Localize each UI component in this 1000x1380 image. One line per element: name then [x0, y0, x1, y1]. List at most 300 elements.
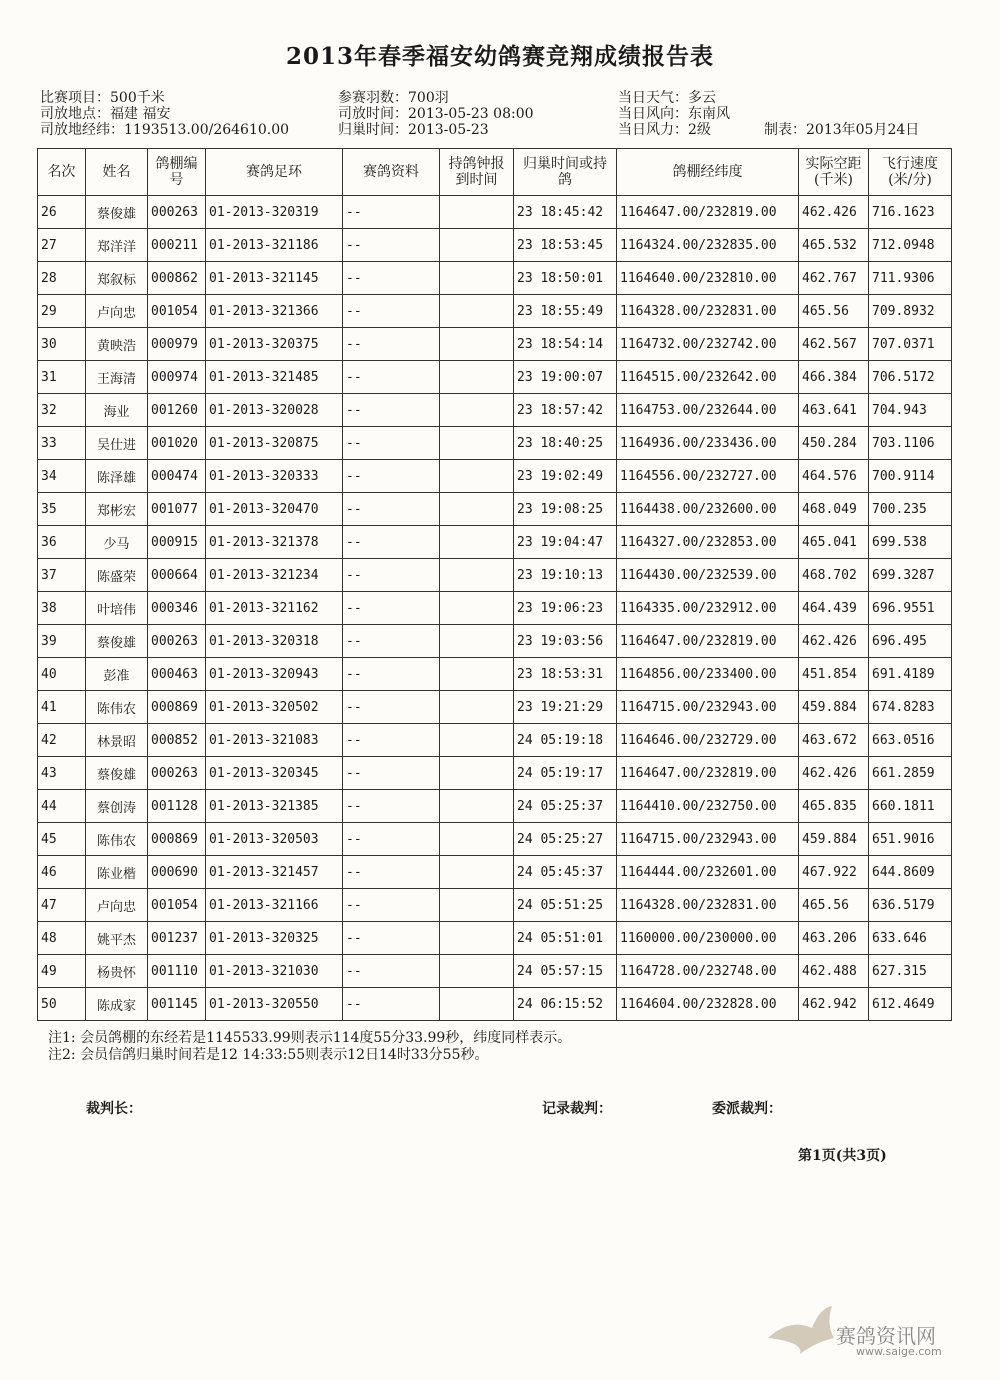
cell-speed: 707.0371	[869, 328, 952, 361]
cell-pigeon-info: --	[343, 295, 440, 328]
cell-clock-time	[440, 790, 514, 823]
cell-speed: 627.315	[869, 955, 952, 988]
info-return-time: 归巢时间：2013-05-23	[338, 122, 489, 138]
cell-loft-id: 001054	[148, 295, 206, 328]
cell-rank: 48	[38, 922, 86, 955]
info-weather: 当日天气：多云	[618, 90, 716, 106]
cell-return-time: 24 05:57:15	[514, 955, 617, 988]
header-name: 姓名	[86, 149, 148, 196]
table-row	[38, 790, 952, 823]
cell-return-time: 23 19:08:25	[514, 493, 617, 526]
cell-pigeon-info: --	[343, 328, 440, 361]
cell-loft-id: 000474	[148, 460, 206, 493]
cell-return-time: 24 06:15:52	[514, 988, 617, 1021]
cell-return-time: 23 19:00:07	[514, 361, 617, 394]
cell-name: 蔡俊雄	[86, 625, 148, 658]
cell-ring: 01-2013-320375	[206, 328, 343, 361]
cell-speed: 703.1106	[869, 427, 952, 460]
cell-ring: 01-2013-320318	[206, 625, 343, 658]
cell-loft-coords: 1164410.00/232750.00	[617, 790, 799, 823]
cell-speed: 612.4649	[869, 988, 952, 1021]
cell-loft-id: 001054	[148, 889, 206, 922]
table-row	[38, 262, 952, 295]
cell-speed: 691.4189	[869, 658, 952, 691]
cell-loft-id: 000915	[148, 526, 206, 559]
cell-clock-time	[440, 658, 514, 691]
cell-return-time: 23 18:54:14	[514, 328, 617, 361]
cell-distance: 463.206	[799, 922, 869, 955]
cell-name: 卢向忠	[86, 295, 148, 328]
sign-appointed-judge: 委派裁判：	[712, 1101, 782, 1117]
cell-ring: 01-2013-321378	[206, 526, 343, 559]
info-release-coords: 司放地经纬：1193513.00/264610.00	[40, 122, 290, 138]
cell-loft-coords: 1164556.00/232727.00	[617, 460, 799, 493]
cell-return-time: 24 05:19:18	[514, 724, 617, 757]
table-row	[38, 823, 952, 856]
table-row	[38, 724, 952, 757]
cell-speed: 663.0516	[869, 724, 952, 757]
cell-pigeon-info: --	[343, 361, 440, 394]
cell-loft-coords: 1164936.00/233436.00	[617, 427, 799, 460]
cell-clock-time	[440, 427, 514, 460]
table-row	[38, 889, 952, 922]
cell-pigeon-info: --	[343, 229, 440, 262]
cell-rank: 28	[38, 262, 86, 295]
info-made-date: 制表：2013年05月24日	[764, 122, 920, 138]
cell-clock-time	[440, 559, 514, 592]
table-row	[38, 493, 952, 526]
cell-loft-id: 000862	[148, 262, 206, 295]
table-row	[38, 988, 952, 1021]
cell-rank: 38	[38, 592, 86, 625]
cell-clock-time	[440, 823, 514, 856]
info-race-item: 比赛项目：500千米	[40, 90, 165, 106]
cell-loft-id: 000263	[148, 625, 206, 658]
cell-name: 陈业楷	[86, 856, 148, 889]
cell-loft-coords: 1164438.00/232600.00	[617, 493, 799, 526]
report-title: 2013年春季福安幼鸽赛竞翔成绩报告表	[285, 43, 714, 70]
header-loft-coords: 鸽棚经纬度	[617, 149, 799, 196]
cell-loft-coords: 1164856.00/233400.00	[617, 658, 799, 691]
table-row	[38, 229, 952, 262]
cell-loft-coords: 1164646.00/232729.00	[617, 724, 799, 757]
watermark-url: www.saige.com	[856, 1345, 942, 1358]
note-2: 注2: 会员信鸽归巢时间若是12 14:33:55则表示12日14时33分55秒。	[48, 1047, 489, 1063]
cell-ring: 01-2013-320325	[206, 922, 343, 955]
cell-pigeon-info: --	[343, 460, 440, 493]
cell-rank: 27	[38, 229, 86, 262]
cell-distance: 462.426	[799, 625, 869, 658]
info-release-place: 司放地点：福建 福安	[40, 106, 171, 122]
cell-loft-id: 000263	[148, 196, 206, 229]
cell-ring: 01-2013-321385	[206, 790, 343, 823]
cell-return-time: 24 05:19:17	[514, 757, 617, 790]
cell-loft-coords: 1164328.00/232831.00	[617, 295, 799, 328]
cell-name: 王海清	[86, 361, 148, 394]
cell-name: 陈泽雄	[86, 460, 148, 493]
table-row	[38, 658, 952, 691]
cell-loft-coords: 1164753.00/232644.00	[617, 394, 799, 427]
cell-ring: 01-2013-321366	[206, 295, 343, 328]
table-row	[38, 196, 952, 229]
cell-return-time: 23 18:53:45	[514, 229, 617, 262]
cell-rank: 39	[38, 625, 86, 658]
cell-return-time: 23 18:57:42	[514, 394, 617, 427]
cell-distance: 462.426	[799, 196, 869, 229]
cell-loft-id: 000869	[148, 823, 206, 856]
cell-distance: 459.884	[799, 691, 869, 724]
cell-return-time: 23 18:40:25	[514, 427, 617, 460]
cell-pigeon-info: --	[343, 691, 440, 724]
page-number: 第1页(共3页)	[798, 1148, 887, 1164]
note-1: 注1: 会员鸽棚的东经若是1145533.99则表示114度55分33.99秒，纬度同样表示。	[48, 1030, 572, 1046]
cell-speed: 651.9016	[869, 823, 952, 856]
cell-speed: 674.8283	[869, 691, 952, 724]
cell-loft-coords: 1164647.00/232819.00	[617, 196, 799, 229]
cell-return-time: 23 19:04:47	[514, 526, 617, 559]
info-release-time: 司放时间：2013-05-23 08:00	[338, 106, 534, 122]
cell-return-time: 24 05:51:25	[514, 889, 617, 922]
table-row	[38, 394, 952, 427]
header-loft-id: 鸽棚编号	[148, 149, 206, 196]
cell-speed: 660.1811	[869, 790, 952, 823]
cell-distance: 465.041	[799, 526, 869, 559]
cell-rank: 50	[38, 988, 86, 1021]
cell-speed: 699.3287	[869, 559, 952, 592]
cell-clock-time	[440, 229, 514, 262]
cell-loft-id: 001145	[148, 988, 206, 1021]
cell-distance: 451.854	[799, 658, 869, 691]
cell-pigeon-info: --	[343, 856, 440, 889]
table-row	[38, 427, 952, 460]
cell-loft-coords: 1164515.00/232642.00	[617, 361, 799, 394]
cell-name: 陈伟农	[86, 823, 148, 856]
cell-distance: 466.384	[799, 361, 869, 394]
cell-rank: 33	[38, 427, 86, 460]
cell-pigeon-info: --	[343, 592, 440, 625]
cell-return-time: 23 19:02:49	[514, 460, 617, 493]
cell-ring: 01-2013-320345	[206, 757, 343, 790]
table-row	[38, 328, 952, 361]
header-distance: 实际空距(千米)	[799, 149, 869, 196]
cell-loft-coords: 1164328.00/232831.00	[617, 889, 799, 922]
table-row	[38, 361, 952, 394]
sign-record-judge: 记录裁判：	[542, 1101, 612, 1117]
watermark-name: 赛鸽资讯网	[836, 1324, 936, 1348]
info-column-3	[618, 90, 730, 138]
cell-pigeon-info: --	[343, 757, 440, 790]
cell-loft-id: 000974	[148, 361, 206, 394]
cell-pigeon-info: --	[343, 559, 440, 592]
cell-ring: 01-2013-320875	[206, 427, 343, 460]
cell-clock-time	[440, 262, 514, 295]
cell-distance: 465.835	[799, 790, 869, 823]
cell-name: 杨贵怀	[86, 955, 148, 988]
cell-pigeon-info: --	[343, 493, 440, 526]
cell-pigeon-info: --	[343, 658, 440, 691]
cell-pigeon-info: --	[343, 262, 440, 295]
cell-clock-time	[440, 328, 514, 361]
cell-ring: 01-2013-320470	[206, 493, 343, 526]
cell-return-time: 24 05:45:37	[514, 856, 617, 889]
info-entries: 参赛羽数：700羽	[338, 90, 449, 106]
cell-clock-time	[440, 988, 514, 1021]
cell-distance: 468.702	[799, 559, 869, 592]
cell-loft-coords: 1164715.00/232943.00	[617, 691, 799, 724]
cell-ring: 01-2013-321162	[206, 592, 343, 625]
cell-pigeon-info: --	[343, 955, 440, 988]
cell-loft-id: 001077	[148, 493, 206, 526]
table-row	[38, 592, 952, 625]
cell-rank: 43	[38, 757, 86, 790]
cell-ring: 01-2013-321186	[206, 229, 343, 262]
cell-speed: 696.9551	[869, 592, 952, 625]
cell-return-time: 23 19:10:13	[514, 559, 617, 592]
cell-loft-id: 001128	[148, 790, 206, 823]
cell-rank: 40	[38, 658, 86, 691]
cell-name: 陈盛荣	[86, 559, 148, 592]
cell-name: 郑叙标	[86, 262, 148, 295]
cell-speed: 706.5172	[869, 361, 952, 394]
results-table	[37, 148, 952, 1021]
cell-ring: 01-2013-321457	[206, 856, 343, 889]
cell-return-time: 24 05:25:37	[514, 790, 617, 823]
cell-distance: 468.049	[799, 493, 869, 526]
info-wind-direction: 当日风向：东南风	[618, 106, 730, 122]
cell-loft-id: 000664	[148, 559, 206, 592]
cell-loft-coords: 1164728.00/232748.00	[617, 955, 799, 988]
table-row	[38, 856, 952, 889]
cell-name: 彭准	[86, 658, 148, 691]
cell-name: 林景昭	[86, 724, 148, 757]
cell-return-time: 24 05:51:01	[514, 922, 617, 955]
cell-distance: 465.532	[799, 229, 869, 262]
cell-ring: 01-2013-320319	[206, 196, 343, 229]
cell-loft-id: 000690	[148, 856, 206, 889]
cell-name: 郑洋洋	[86, 229, 148, 262]
cell-loft-coords: 1164327.00/232853.00	[617, 526, 799, 559]
info-wind-force: 当日风力：2级	[618, 122, 711, 138]
header-rank: 名次	[38, 149, 86, 196]
cell-loft-id: 000979	[148, 328, 206, 361]
cell-ring: 01-2013-321083	[206, 724, 343, 757]
cell-ring: 01-2013-320943	[206, 658, 343, 691]
cell-name: 蔡俊雄	[86, 757, 148, 790]
cell-return-time: 24 05:25:27	[514, 823, 617, 856]
cell-ring: 01-2013-321234	[206, 559, 343, 592]
cell-loft-coords: 1164640.00/232810.00	[617, 262, 799, 295]
cell-rank: 34	[38, 460, 86, 493]
cell-loft-id: 000263	[148, 757, 206, 790]
cell-clock-time	[440, 196, 514, 229]
table-row	[38, 691, 952, 724]
cell-loft-coords: 1164647.00/232819.00	[617, 625, 799, 658]
cell-loft-coords: 1164430.00/232539.00	[617, 559, 799, 592]
cell-clock-time	[440, 889, 514, 922]
cell-rank: 31	[38, 361, 86, 394]
cell-ring: 01-2013-320502	[206, 691, 343, 724]
cell-clock-time	[440, 856, 514, 889]
cell-distance: 463.672	[799, 724, 869, 757]
cell-return-time: 23 18:50:01	[514, 262, 617, 295]
cell-pigeon-info: --	[343, 823, 440, 856]
cell-loft-id: 001020	[148, 427, 206, 460]
cell-clock-time	[440, 526, 514, 559]
cell-name: 陈成家	[86, 988, 148, 1021]
cell-clock-time	[440, 493, 514, 526]
cell-name: 吴仕进	[86, 427, 148, 460]
cell-loft-coords: 1164324.00/232835.00	[617, 229, 799, 262]
cell-rank: 47	[38, 889, 86, 922]
table-row	[38, 526, 952, 559]
cell-speed: 711.9306	[869, 262, 952, 295]
cell-rank: 32	[38, 394, 86, 427]
cell-pigeon-info: --	[343, 625, 440, 658]
cell-loft-id: 000852	[148, 724, 206, 757]
cell-rank: 36	[38, 526, 86, 559]
cell-distance: 450.284	[799, 427, 869, 460]
cell-speed: 696.495	[869, 625, 952, 658]
cell-distance: 464.439	[799, 592, 869, 625]
cell-loft-coords: 1164604.00/232828.00	[617, 988, 799, 1021]
cell-rank: 42	[38, 724, 86, 757]
cell-rank: 45	[38, 823, 86, 856]
cell-loft-coords: 1164715.00/232943.00	[617, 823, 799, 856]
cell-return-time: 23 19:06:23	[514, 592, 617, 625]
cell-name: 叶培伟	[86, 592, 148, 625]
cell-name: 黄映浩	[86, 328, 148, 361]
cell-pigeon-info: --	[343, 427, 440, 460]
table-row	[38, 295, 952, 328]
cell-name: 蔡创涛	[86, 790, 148, 823]
cell-speed: 712.0948	[869, 229, 952, 262]
cell-distance: 462.942	[799, 988, 869, 1021]
cell-clock-time	[440, 295, 514, 328]
cell-loft-id: 000346	[148, 592, 206, 625]
cell-ring: 01-2013-320333	[206, 460, 343, 493]
table-row	[38, 922, 952, 955]
notes	[48, 1030, 571, 1064]
cell-loft-id: 001237	[148, 922, 206, 955]
cell-pigeon-info: --	[343, 988, 440, 1021]
cell-pigeon-info: --	[343, 394, 440, 427]
cell-speed: 644.8609	[869, 856, 952, 889]
cell-name: 卢向忠	[86, 889, 148, 922]
cell-loft-id: 001260	[148, 394, 206, 427]
cell-ring: 01-2013-321145	[206, 262, 343, 295]
cell-distance: 459.884	[799, 823, 869, 856]
cell-ring: 01-2013-321030	[206, 955, 343, 988]
cell-ring: 01-2013-320028	[206, 394, 343, 427]
cell-distance: 465.56	[799, 295, 869, 328]
cell-name: 蔡俊雄	[86, 196, 148, 229]
header-speed: 飞行速度(米/分)	[869, 149, 952, 196]
cell-ring: 01-2013-320550	[206, 988, 343, 1021]
cell-name: 陈伟农	[86, 691, 148, 724]
cell-name: 少马	[86, 526, 148, 559]
cell-rank: 41	[38, 691, 86, 724]
cell-name: 郑彬宏	[86, 493, 148, 526]
cell-distance: 462.426	[799, 757, 869, 790]
cell-return-time: 23 18:45:42	[514, 196, 617, 229]
cell-speed: 633.646	[869, 922, 952, 955]
cell-speed: 700.9114	[869, 460, 952, 493]
cell-return-time: 23 18:55:49	[514, 295, 617, 328]
cell-rank: 30	[38, 328, 86, 361]
cell-rank: 46	[38, 856, 86, 889]
cell-loft-coords: 1164335.00/232912.00	[617, 592, 799, 625]
cell-clock-time	[440, 955, 514, 988]
cell-ring: 01-2013-321485	[206, 361, 343, 394]
cell-return-time: 23 18:53:31	[514, 658, 617, 691]
cell-pigeon-info: --	[343, 196, 440, 229]
table-row	[38, 955, 952, 988]
header-return-time: 归巢时间或持鸽	[514, 149, 617, 196]
info-column-1	[40, 90, 289, 138]
cell-pigeon-info: --	[343, 922, 440, 955]
cell-distance: 462.567	[799, 328, 869, 361]
cell-ring: 01-2013-320503	[206, 823, 343, 856]
cell-distance: 462.488	[799, 955, 869, 988]
header-clock-time: 持鸽钟报到时间	[440, 149, 514, 196]
info-column-2	[338, 90, 534, 138]
cell-distance: 463.641	[799, 394, 869, 427]
header-ring: 赛鸽足环	[206, 149, 343, 196]
cell-speed: 636.5179	[869, 889, 952, 922]
header-pigeon-info: 赛鸽资料	[343, 149, 440, 196]
cell-loft-id: 000463	[148, 658, 206, 691]
cell-pigeon-info: --	[343, 889, 440, 922]
cell-distance: 465.56	[799, 889, 869, 922]
cell-loft-id: 000211	[148, 229, 206, 262]
cell-rank: 37	[38, 559, 86, 592]
cell-rank: 29	[38, 295, 86, 328]
cell-clock-time	[440, 922, 514, 955]
sign-chief-judge: 裁判长：	[86, 1101, 142, 1117]
cell-return-time: 23 19:21:29	[514, 691, 617, 724]
cell-distance: 464.576	[799, 460, 869, 493]
cell-name: 姚平杰	[86, 922, 148, 955]
cell-loft-coords: 1164444.00/232601.00	[617, 856, 799, 889]
cell-loft-coords: 1160000.00/230000.00	[617, 922, 799, 955]
cell-clock-time	[440, 691, 514, 724]
cell-speed: 704.943	[869, 394, 952, 427]
cell-speed: 661.2859	[869, 757, 952, 790]
cell-clock-time	[440, 460, 514, 493]
table-row	[38, 460, 952, 493]
cell-loft-id: 001110	[148, 955, 206, 988]
cell-rank: 49	[38, 955, 86, 988]
cell-clock-time	[440, 592, 514, 625]
cell-speed: 716.1623	[869, 196, 952, 229]
table-header-row	[38, 149, 952, 196]
cell-loft-coords: 1164647.00/232819.00	[617, 757, 799, 790]
cell-loft-id: 000869	[148, 691, 206, 724]
table-row	[38, 559, 952, 592]
cell-clock-time	[440, 757, 514, 790]
cell-ring: 01-2013-321166	[206, 889, 343, 922]
table-row	[38, 757, 952, 790]
cell-speed: 700.235	[869, 493, 952, 526]
cell-loft-coords: 1164732.00/232742.00	[617, 328, 799, 361]
cell-clock-time	[440, 361, 514, 394]
cell-distance: 462.767	[799, 262, 869, 295]
cell-name: 海业	[86, 394, 148, 427]
cell-pigeon-info: --	[343, 724, 440, 757]
table-row	[38, 625, 952, 658]
cell-speed: 709.8932	[869, 295, 952, 328]
cell-rank: 44	[38, 790, 86, 823]
